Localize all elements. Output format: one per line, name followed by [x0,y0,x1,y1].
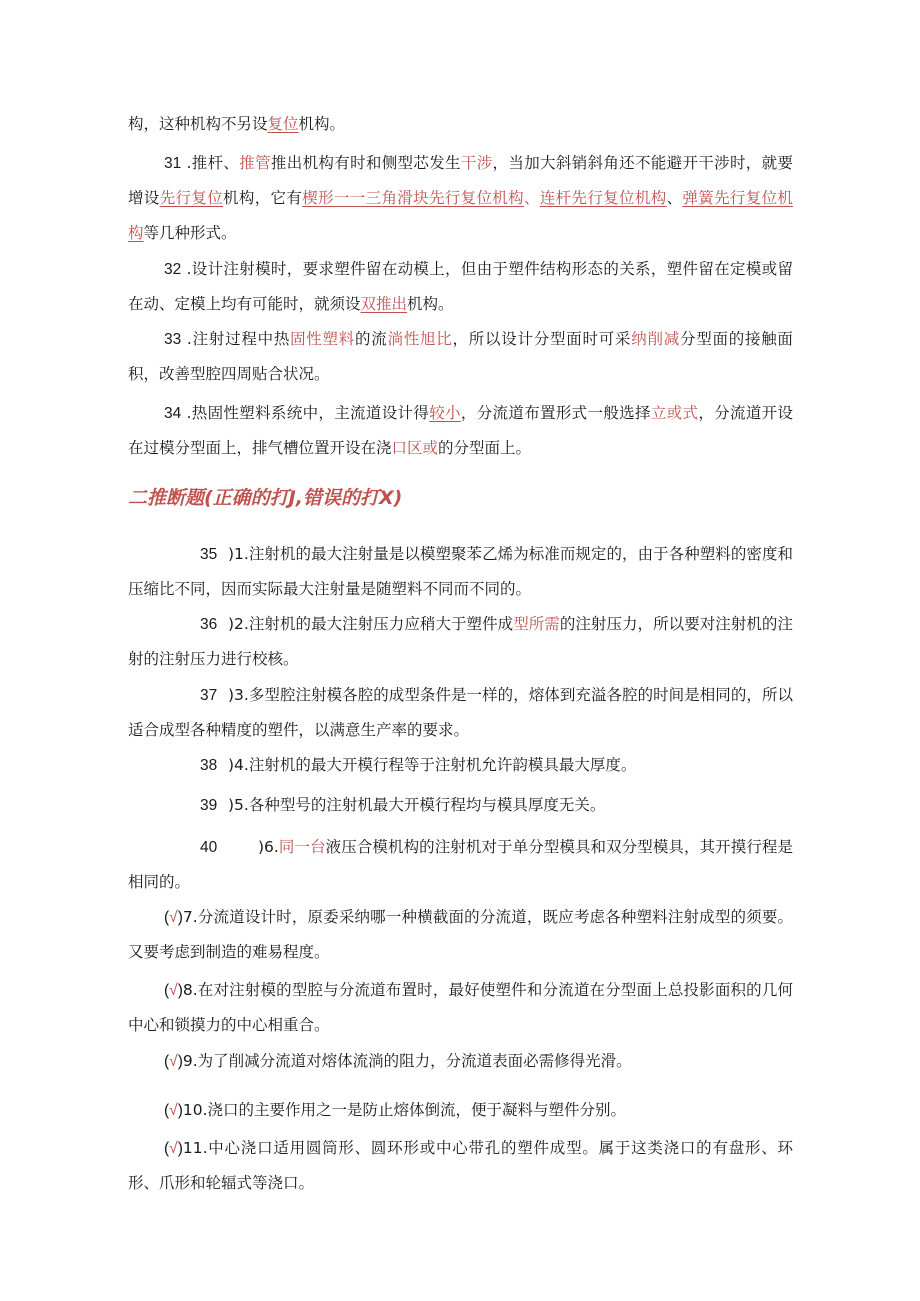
judgment-prefix: 36 [200,616,218,633]
answer-liangan: 连杆先行复位机构 [539,189,667,207]
item-31-sep-2: 、 [666,189,683,207]
item-31-text-e: ，当加大斜销斜角还不能避开干涉时，就要增设 [128,154,793,207]
item-33-text-a: .注射过程中热 [181,330,291,348]
judgment-text-highlight: 型所需 [513,615,560,633]
judgment-prefix [164,1053,183,1070]
prefix-char: ) [177,982,183,999]
judgment-text: 11.中心浇口适用圆筒形、圆环形或中心带孔的塑件成型。属于这类浇口的有盘形、环形、爪形和轮辐式等浇口。 [128,1139,793,1192]
judgment-item [128,678,793,748]
item-33-number: 33 [164,331,182,348]
judgment-item [128,900,793,970]
item-34-text-c: ，分流道布置形式一般选择 [460,404,651,422]
item-34-number: 34 [164,405,182,422]
answer-xiexing: 楔形一一三角滑块先行复位机构 [302,189,524,207]
checkmark-icon: √ [169,982,178,999]
item-33-text-g: 分型面的接触面积，改善型腔四周贴合状况。 [128,330,793,383]
item-34 [128,396,793,466]
answer-shuangtuichu: 双推出 [360,295,408,313]
item-31-text-b: 推管 [239,154,271,172]
judgment-text: 7.分流道设计时，原委采纳哪一种横截面的分流道，既应考虑各种塑料注射成型的须要。又要考虑到制造的难易程度。 [128,908,793,961]
judgment-text: 8.在对注射模的型腔与分流道布置时，最好使塑件和分流道在分型面上总投影面积的几何中心和锁摸力的中心相重合。 [128,981,793,1034]
prefix-char: ( [164,909,170,926]
item-30-text-c: 机构。 [298,115,346,133]
judgment-prefix [164,982,183,999]
judgment-item [128,537,793,607]
judgment-text-highlight: 同一台 [278,838,326,856]
checkmark-icon: √ [169,1053,178,1070]
judgment-text: )3.多型腔注射模各腔的成型条件是一样的，熔体到充溢各腔的时间是相同的，所以适合成型各种精度的塑件，以满意生产率的要求。 [128,686,793,739]
judgment-text: )2.注射机的最大注射压力应稍大于塑件成 [228,615,514,633]
item-32-number: 32 [164,261,182,278]
item-31-text-g: 机构，它有 [223,189,303,207]
item-31-number: 31 [164,155,182,172]
judgment-text: )5.各种型号的注射机最大开模行程均与模具厚度无关。 [228,796,606,814]
prefix-char: ) [177,1140,183,1157]
judgment-text: 液压合模机构的注射机对于单分型模具和双分型模具，其开摸行程是相同的。 [128,838,793,891]
section-heading: 二推断题(正确的打J,错误的打X) [128,487,403,509]
checkmark-icon: √ [169,1140,178,1157]
item-30-text-a: 构，这种机构不另设 [128,115,268,133]
judgment-text: )1.注射机的最大注射量是以模塑聚苯乙烯为标准而规定的，由于各种塑料的密度和压缩比不同，因而实际最大注射量是随塑料不同而不同的。 [128,545,793,598]
answer-tanhuang: 弹簧先行复位机构 [128,189,793,242]
judgment-text: 的注射压力，所以要对注射机的注射的注射压力进行校核。 [128,615,793,668]
item-31-text-a: .推杆、 [181,154,240,172]
answer-xianxing-fuwei: 先行复位 [159,189,224,207]
item-34-text-a: .热固性塑料系统中，主流道设计得 [181,404,430,422]
item-33-text-f: 纳削减 [631,330,680,348]
judgment-text: 10.浇口的主要作用之一是防止熔体倒流，便于凝料与塑件分别。 [182,1101,627,1119]
judgment-item [128,830,793,900]
prefix-char: ( [164,1053,170,1070]
judgment-text: )4.注射机的最大开模行程等于注射机允许韵模具最大厚度。 [228,756,637,774]
answer-jiaoxiao: 较小 [429,404,461,422]
item-33-text-b: 固性塑料 [290,330,356,348]
prefix-char: ( [164,1102,170,1119]
judgment-prefix: 38 [200,757,218,774]
item-33-text-c: 的流 [355,330,388,348]
item-32-text-c: 机构。 [407,295,454,313]
judgment-prefix [164,1102,183,1119]
judgment-item [128,1044,793,1079]
item-31-sep-1: 、 [524,189,540,207]
item-34-text-d: 立或式 [650,404,699,422]
prefix-char: ) [177,1102,183,1119]
judgment-prefix: 39 [200,797,218,814]
judgment-item [128,973,793,1043]
checkmark-icon: √ [169,1102,178,1119]
judgment-item [128,607,793,677]
judgment-prefix: 35 [200,546,218,563]
judgment-item [128,1131,793,1201]
item-32 [128,252,793,322]
item-31-text-c: 推出机构有时和侧型芯发生 [270,154,461,172]
item-34-text-g: 的分型面上。 [438,439,532,457]
answer-fuwei: 复位 [267,115,299,133]
checkmark-icon: √ [169,909,178,926]
prefix-char: ) [177,909,183,926]
judgment-text: 9.为了削减分流道对熔体流淌的阻力，分流道表面必需修得光滑。 [182,1052,632,1070]
item-34-text-f: 口区或 [391,439,439,457]
prefix-char: ( [164,1140,170,1157]
item-30-tail [128,107,793,142]
item-32-text-a: .设计注射模时，要求塑件留在动模上，但由于塑件结构形态的关系，塑件留在定模或留在动、定模上均有可能时，就须设 [128,260,793,313]
item-33 [128,322,793,392]
prefix-char: ( [164,982,170,999]
item-31-text-m: 等几种形式。 [143,224,237,242]
item-34-text-e: ，分流道开设在过模分型面上，排气槽位置开设在浇 [128,404,793,457]
judgment-item [128,1093,793,1128]
judgment-prefix [164,1140,183,1157]
judgment-text: )6. [258,838,279,856]
prefix-char: ) [177,1053,183,1070]
item-33-text-d: 淌性旭比 [387,330,453,348]
item-33-text-e: ，所以设计分型面时可采 [452,330,632,348]
judgment-prefix [164,909,183,926]
judgment-prefix: 37 [200,687,218,704]
judgment-prefix: 40 [200,839,218,856]
judgment-item [128,748,793,783]
item-31 [128,146,793,251]
item-31-text-d: 干涉 [460,154,493,172]
judgment-item [128,788,793,823]
